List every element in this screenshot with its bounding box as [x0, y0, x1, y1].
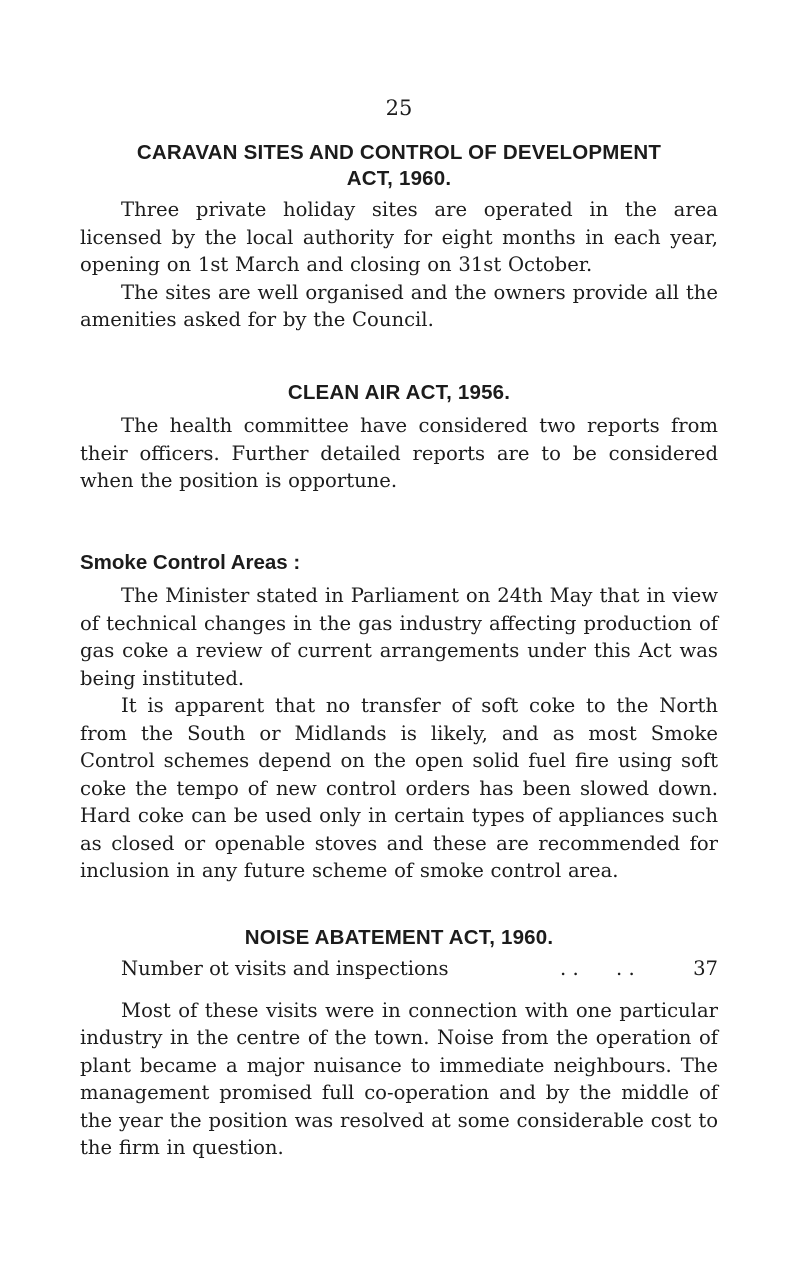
- noise-stat-label: Number ot visits and inspections: [121, 957, 449, 980]
- caravan-section: [80, 140, 718, 334]
- noise-stat-row: [80, 955, 718, 983]
- page-number: 25: [385, 96, 413, 120]
- smoke-control-heading: Smoke Control Areas :: [80, 551, 301, 574]
- caravan-heading: [80, 140, 718, 192]
- caravan-paragraph-2: The sites are well organised and the owners provide all the amenities asked for by the Council.: [80, 280, 718, 331]
- noise-stat-value: 37: [693, 957, 718, 980]
- noise-stat-leader: . . . .: [560, 957, 635, 980]
- smoke-control-section: [80, 550, 718, 885]
- smoke-control-paragraph-2: It is apparent that no transfer of soft coke to the North from the South or Midlands is likely, and as most Smoke Control schemes depend on the open solid fuel fire using soft coke the tempo of new control orders has been slowed down. Hard coke can be used only in certain types of appliances such as closed or openable stoves and these are recommended for inclusion in any future scheme of smoke control area.: [80, 694, 718, 882]
- smoke-control-paragraph-1: The Minister stated in Parliament on 24th May that in view of technical changes in the gas industry affecting production of gas coke a review of current arrangements under this Act was being instituted.: [80, 584, 718, 690]
- caravan-heading-line1: CARAVAN SITES AND CONTROL OF DEVELOPMENT: [136, 141, 662, 164]
- clean-air-heading: CLEAN AIR ACT, 1956.: [287, 381, 511, 404]
- clean-air-paragraph-1: The health committee have considered two reports from their officers. Further detailed reports are to be considered when the position is opportune.: [80, 414, 718, 492]
- caravan-heading-line2: ACT, 1960.: [346, 167, 452, 190]
- clean-air-section: [80, 380, 718, 495]
- noise-heading: NOISE ABATEMENT ACT, 1960.: [244, 926, 554, 949]
- caravan-paragraph-1: Three private holiday sites are operated in the area licensed by the local authority for eight months in each year, opening on 1st March and closing on 31st October.: [80, 198, 718, 276]
- noise-paragraph-1: Most of these visits were in connection with one particular industry in the centre of the town. Noise from the operation of plant became a major nuisance to immediate neighbours. The management promised full co-operation and by the middle of the year the position was resolved at some considerable cost to the firm in question.: [80, 998, 718, 1159]
- noise-section: [80, 925, 718, 1162]
